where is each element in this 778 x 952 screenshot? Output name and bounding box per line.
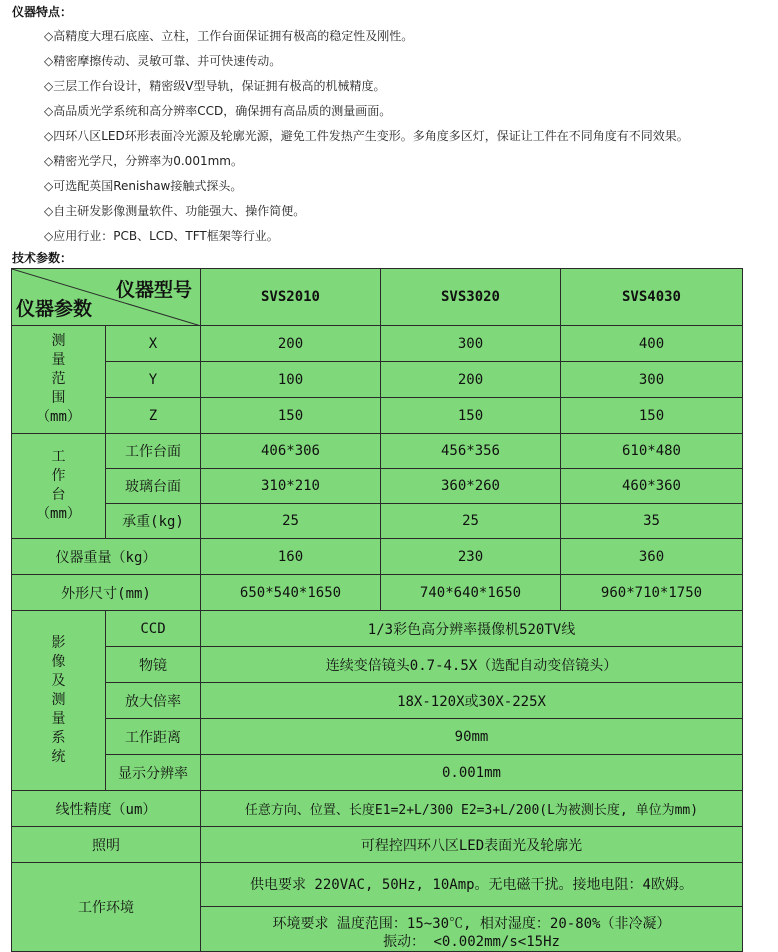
environment-requirement <box>201 907 743 952</box>
weight-row <box>12 539 743 575</box>
value-cell: 610*480 <box>561 434 743 469</box>
feature-item: ◇可选配英国Renishaw接触式探头。 <box>44 179 243 193</box>
row-label: 承重(kg) <box>106 504 201 539</box>
value-cell: 650*540*1650 <box>201 575 381 611</box>
diagonal-header-cell <box>12 269 201 326</box>
value-cell: 150 <box>381 398 561 434</box>
env-line: 振动： <0.002mm/s<15Hz <box>383 934 560 950</box>
row-label: CCD <box>106 611 201 647</box>
value-cell: 100 <box>201 362 381 398</box>
model-label: 仪器型号 <box>115 279 192 301</box>
axis-label: Z <box>106 398 201 434</box>
spec-table <box>11 268 743 952</box>
model-name: SVS4030 <box>561 269 743 326</box>
value-cell: 200 <box>381 362 561 398</box>
accuracy-row <box>12 791 743 827</box>
feature-item: ◇自主研发影像测量软件、功能强大、操作简便。 <box>44 204 306 218</box>
imaging-row-distance <box>12 719 743 755</box>
row-label: 工作台面 <box>106 434 201 469</box>
features-title: 仪器特点： <box>12 5 73 19</box>
value-cell: 300 <box>381 326 561 362</box>
feature-item: ◇高精度大理石底座、立柱，工作台面保证拥有极高的稳定性及刚性。 <box>44 29 414 43</box>
power-requirement: 供电要求 220VAC, 50Hz, 10Amp。无电磁干扰。接地电阻：4欧姆。 <box>201 863 743 907</box>
value-cell: 150 <box>561 398 743 434</box>
range-row-x <box>12 326 743 362</box>
row-label: 外形尺寸(mm) <box>12 575 201 611</box>
value-cell: 400 <box>561 326 743 362</box>
imaging-row-lens <box>12 647 743 683</box>
imaging-row-resolution <box>12 755 743 791</box>
feature-item: ◇高品质光学系统和高分辨率CCD，确保拥有高品质的测量画面。 <box>44 104 392 118</box>
dimension-row <box>12 575 743 611</box>
feature-item: ◇四环八区LED环形表面冷光源及轮廓光源，避免工件发热产生变形。多角度多区灯，保证让工件在不同角度有不同效果。 <box>44 129 689 143</box>
row-label: 线性精度（um） <box>12 791 201 827</box>
row-label: 放大倍率 <box>106 683 201 719</box>
environment-row-power <box>12 863 743 907</box>
lighting-row <box>12 827 743 863</box>
value-cell: 310*210 <box>201 469 381 504</box>
value-cell: 230 <box>381 539 561 575</box>
imaging-row-ccd <box>12 611 743 647</box>
feature-item: ◇精密摩擦传动、灵敏可靠、并可快速传动。 <box>44 54 282 68</box>
value-cell: 25 <box>201 504 381 539</box>
value-cell: 406*306 <box>201 434 381 469</box>
value-cell: 460*360 <box>561 469 743 504</box>
row-label: 工作环境 <box>12 863 201 952</box>
row-label: 照明 <box>12 827 201 863</box>
value-cell: 可程控四环八区LED表面光及轮廓光 <box>201 827 743 863</box>
value-cell: 25 <box>381 504 561 539</box>
value-cell: 18X-120X或30X-225X <box>201 683 743 719</box>
specs-title: 技术参数： <box>12 251 73 265</box>
value-cell: 35 <box>561 504 743 539</box>
model-name: SVS2010 <box>201 269 381 326</box>
axis-label: X <box>106 326 201 362</box>
value-cell: 0.001mm <box>201 755 743 791</box>
value-cell: 360*260 <box>381 469 561 504</box>
value-cell: 1/3彩色高分辨率摄像机520TV线 <box>201 611 743 647</box>
value-cell: 300 <box>561 362 743 398</box>
feature-item: ◇精密光学尺，分辨率为0.001mm。 <box>44 154 243 168</box>
range-group-label: 测 量 范 围 （mm） <box>12 326 106 434</box>
axis-label: Y <box>106 362 201 398</box>
range-row-z <box>12 398 743 434</box>
model-name: SVS3020 <box>381 269 561 326</box>
value-cell: 740*640*1650 <box>381 575 561 611</box>
value-cell: 任意方向、位置、长度E1=2+L/300 E2=3+L/200(L为被测长度, 单位为mm) <box>201 791 743 827</box>
value-cell: 90mm <box>201 719 743 755</box>
table-group-label: 工 作 台 （mm） <box>12 434 106 539</box>
value-cell: 160 <box>201 539 381 575</box>
param-label: 仪器参数 <box>16 298 93 320</box>
table-row-load <box>12 504 743 539</box>
feature-item: ◇应用行业：PCB、LCD、TFT框架等行业。 <box>44 229 279 243</box>
row-label: 物镜 <box>106 647 201 683</box>
row-label: 工作距离 <box>106 719 201 755</box>
table-row-glass <box>12 469 743 504</box>
table-row-work <box>12 434 743 469</box>
value-cell: 456*356 <box>381 434 561 469</box>
value-cell: 150 <box>201 398 381 434</box>
value-cell: 连续变倍镜头0.7-4.5X（选配自动变倍镜头） <box>201 647 743 683</box>
imaging-group-label: 影 像 及 测 量 系 统 <box>12 611 106 791</box>
range-row-y <box>12 362 743 398</box>
env-line: 环境要求 温度范围：15~30℃, 相对湿度：20-80%（非冷凝） <box>272 916 671 932</box>
value-cell: 200 <box>201 326 381 362</box>
imaging-row-magnification <box>12 683 743 719</box>
feature-item: ◇三层工作台设计，精密级V型导轨，保证拥有极高的机械精度。 <box>44 79 386 93</box>
row-label: 仪器重量（kg） <box>12 539 201 575</box>
row-label: 玻璃台面 <box>106 469 201 504</box>
value-cell: 360 <box>561 539 743 575</box>
row-label: 显示分辨率 <box>106 755 201 791</box>
header-row <box>12 269 743 326</box>
value-cell: 960*710*1750 <box>561 575 743 611</box>
